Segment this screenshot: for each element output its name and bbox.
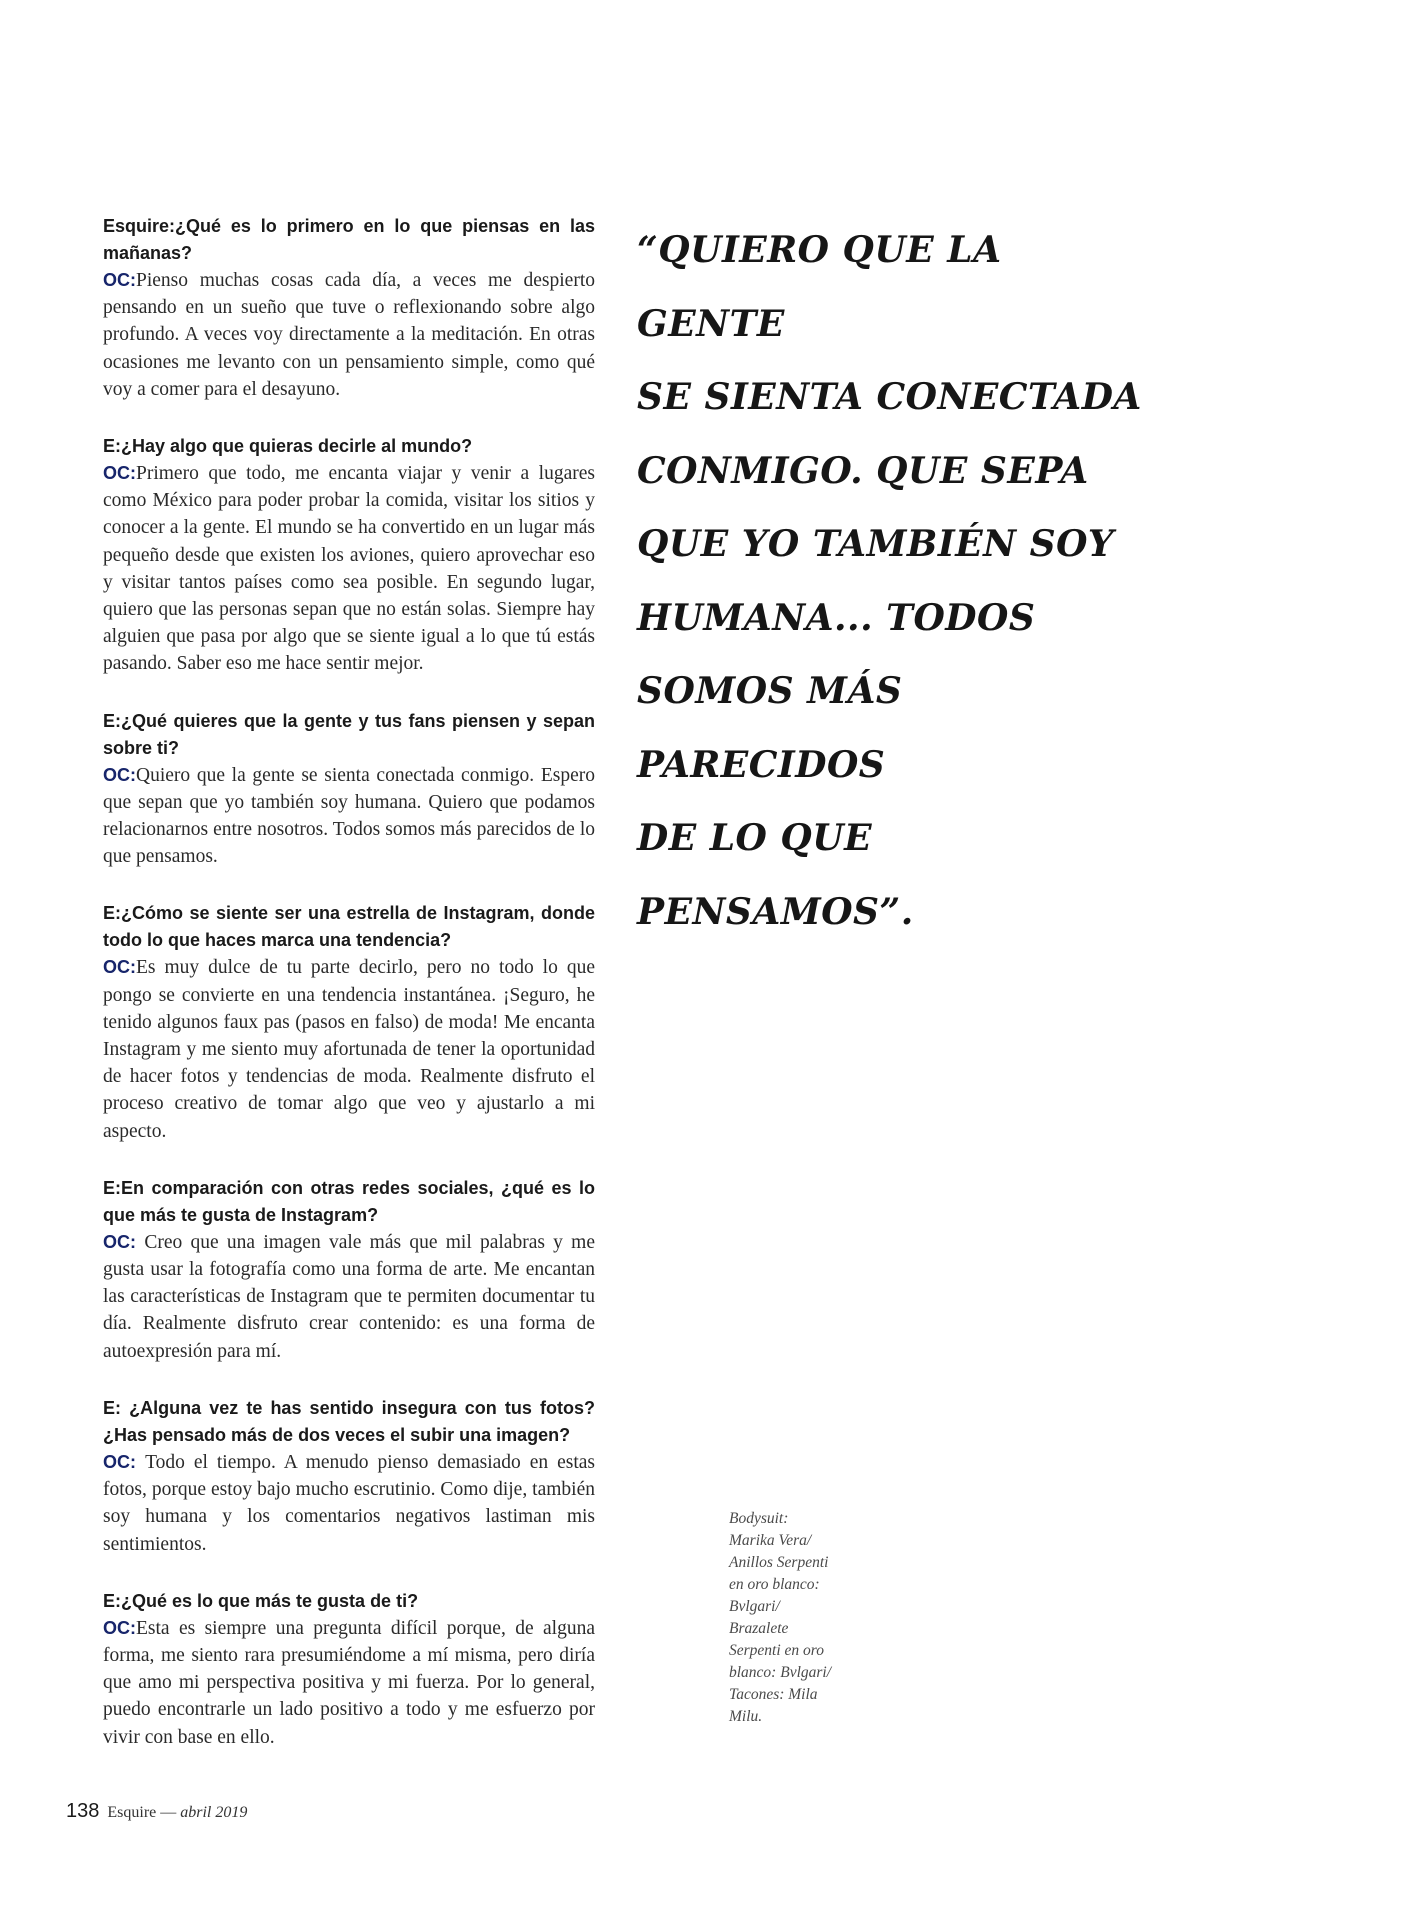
qa-block (103, 1588, 595, 1751)
speaker-label: OC: (103, 1451, 146, 1472)
question: E:En comparación con otras redes sociales, ¿qué es lo que más te gusta de Instagram? (103, 1177, 595, 1225)
caption-line: en oro blanco: (729, 1576, 820, 1593)
qa-block (103, 708, 595, 871)
page-number: 138 (66, 1800, 100, 1822)
caption-line: Serpenti en oro (729, 1642, 824, 1659)
pull-quote-line: SE SIENTA CONECTADA (637, 376, 1142, 418)
caption-line: Marika Vera/ (729, 1532, 812, 1549)
pull-quote-line: DE LO QUE PENSAMOS”. (637, 817, 914, 933)
answer-paragraph (103, 1449, 595, 1558)
speaker-label: OC: (103, 1617, 136, 1638)
answer-text: Primero que todo, me encanta viajar y venir a lugares como México para poder probar la comida, visitar los sitios y conocer a la gente. El mundo se ha convertido en un lugar más pequeño desde que existen los aviones, quiero aprovechar eso y visitar tantos países como sea posible. En segundo lugar, quiero que las personas sepan que no están solas. Siempre hay alguien que pasa por algo que se siente igual a lo que tú estás pasando. Saber eso me hace sentir mejor. (103, 463, 595, 675)
answer-paragraph (103, 460, 595, 678)
interview-column (103, 213, 595, 1781)
answer-text: Pienso muchas cosas cada día, a veces me despierto pensando en un sueño que tuve o reflexionando sobre algo profundo. A veces voy directamente a la meditación. En otras ocasiones me levanto con un pensamiento simple, como qué voy a comer para el desayuno. (103, 270, 595, 400)
photo-credits-caption (729, 1508, 861, 1728)
answer-paragraph (103, 762, 595, 871)
question: E:¿Qué quieres que la gente y tus fans piensen y sepan sobre ti? (103, 710, 595, 758)
speaker-label: OC: (103, 463, 136, 484)
answer-text: Quiero que la gente se sienta conectada conmigo. Espero que sepan que yo también soy humana. Quiero que podamos relacionarnos entre nosotros. Todos somos más parecidos de lo que pensamos. (103, 764, 595, 868)
issue-date: abril 2019 (180, 1804, 248, 1821)
caption-line: Bodysuit: (729, 1510, 789, 1527)
answer-text: Creo que una imagen vale más que mil palabras y me gusta usar la fotografía como una forma de arte. Me encantan las características de Instagram que te permiten documentar tu día. Realmente disfruto crear contenido: es una forma de autoexpresión para mí. (103, 1231, 595, 1362)
speaker-label: OC: (103, 270, 136, 290)
qa-block (103, 213, 595, 403)
answer-paragraph (103, 954, 595, 1144)
answer-paragraph (103, 267, 595, 403)
pull-quote-line: SOMOS MÁS PARECIDOS (637, 670, 903, 786)
caption-line: Brazalete (729, 1620, 789, 1637)
caption-line: Bvlgari/ (729, 1598, 780, 1615)
answer-text: Todo el tiempo. A menudo pienso demasiado en estas fotos, porque estoy bajo mucho escrutinio. Como dije, también soy humana y los comentarios negativos lastiman mis sentimientos. (103, 1451, 595, 1555)
pull-quote-line: “QUIERO QUE LA GENTE (637, 229, 1002, 345)
answer-text: Esta es siempre una pregunta difícil porque, de alguna forma, me siento rara presumiéndome a mí misma, pero diría que amo mi perspectiva positiva y mi fuerza. Por lo general, puedo encontrarle un lado positivo a todo y me esfuerzo por vivir con base en ello. (103, 1617, 595, 1748)
qa-block (103, 1395, 595, 1558)
qa-block (103, 900, 595, 1144)
speaker-label: OC: (103, 764, 136, 785)
caption-line: Tacones: Mila (729, 1686, 818, 1703)
qa-block (103, 1175, 595, 1365)
question: E:¿Cómo se siente ser una estrella de Instagram, donde todo lo que haces marca una tendencia? (103, 903, 595, 951)
caption-line: Anillos Serpenti (729, 1554, 829, 1571)
answer-paragraph (103, 1615, 595, 1751)
pull-quote-line: HUMANA... TODOS (637, 596, 1036, 639)
page-footer (66, 1800, 247, 1823)
pull-quote-line: CONMIGO. QUE SEPA (637, 449, 1089, 492)
pull-quote (637, 214, 1157, 949)
speaker-label: OC: (103, 957, 136, 978)
question: E:¿Qué es lo que más te gusta de ti? (103, 1590, 419, 1611)
answer-paragraph (103, 1229, 595, 1365)
qa-block (103, 433, 595, 678)
caption-line: blanco: Bvlgari/ (729, 1664, 832, 1681)
caption-line: Milu. (729, 1708, 763, 1725)
question: Esquire:¿Qué es lo primero en lo que piensas en las mañanas? (103, 216, 595, 263)
question: E: ¿Alguna vez te has sentido insegura con tus fotos? ¿Has pensado más de dos veces el subir una imagen? (103, 1397, 595, 1445)
pull-quote-line: QUE YO TAMBIÉN SOY (637, 523, 1115, 565)
answer-text: Es muy dulce de tu parte decirlo, pero no todo lo que pongo se convierte en una tendencia instantánea. ¡Seguro, he tenido algunos faux pas (pasos en falso) de moda! Me encanta Instagram y me siento muy afortunada de tener la oportunidad de hacer fotos y tendencias de moda. Realmente disfruto el proceso creativo de tomar algo que veo y ajustarlo a mi aspecto. (103, 957, 595, 1142)
magazine-name: Esquire — (107, 1804, 177, 1821)
question: E:¿Hay algo que quieras decirle al mundo? (103, 436, 473, 457)
speaker-label: OC: (103, 1231, 145, 1252)
